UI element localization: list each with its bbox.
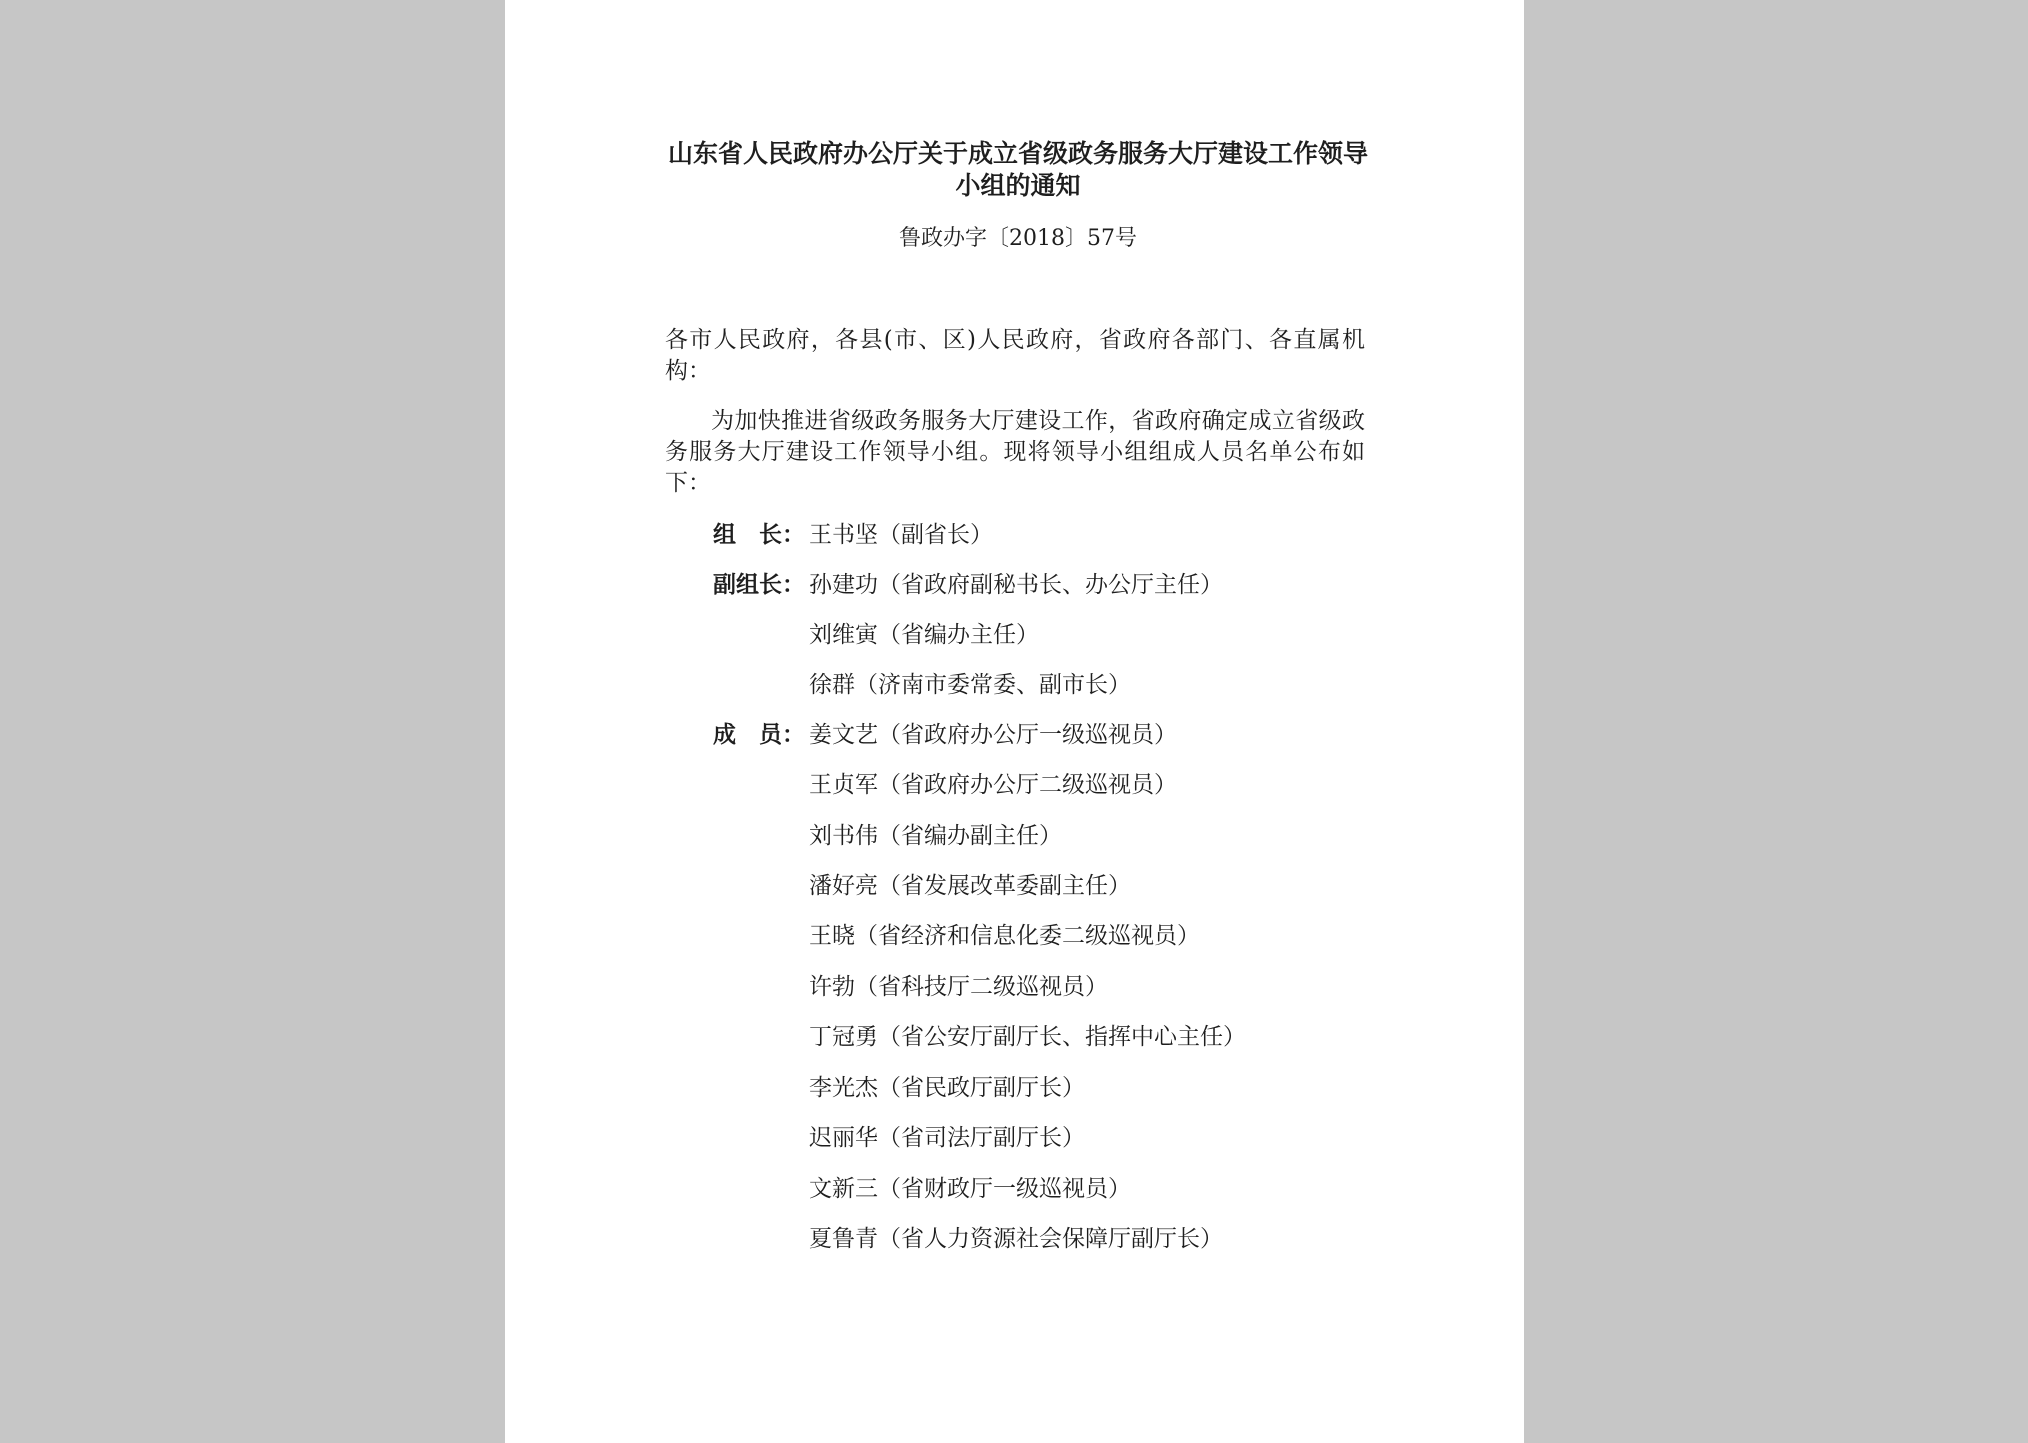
addressee: 各市人民政府，各县(市、区)人民政府，省政府各部门、各直属机构：: [665, 327, 1365, 384]
member-name: 文新三（省财政厅一级巡视员）: [809, 1176, 1131, 1202]
document-page: [505, 0, 1524, 1443]
member-name: 王贞军（省政府办公厅二级巡视员）: [809, 772, 1177, 798]
member-name: 许勃（省科技厅二级巡视员）: [809, 974, 1108, 1000]
member-name: 潘好亮（省发展改革委副主任）: [809, 873, 1131, 899]
member-name: 丁冠勇（省公安厅副厅长、指挥中心主任）: [809, 1024, 1246, 1050]
member-name: 王晓（省经济和信息化委二级巡视员）: [809, 923, 1200, 949]
member-name: 迟丽华（省司法厅副厅长）: [809, 1125, 1085, 1151]
member-name: 徐群（济南市委常委、副市长）: [809, 672, 1131, 698]
intro-paragraph: 为加快推进省级政务服务大厅建设工作，省政府确定成立省级政务服务大厅建设工作领导小组。现将领导小组组成人员名单公布如下：: [665, 408, 1365, 496]
member-name: 夏鲁青（省人力资源社会保障厅副厅长）: [809, 1226, 1223, 1252]
member-name: 王书坚（副省长）: [809, 522, 993, 548]
document-number: 鲁政办字〔2018〕57号: [899, 226, 1137, 251]
member-name: 刘维寅（省编办主任）: [809, 622, 1039, 648]
member-role: 副组长：: [713, 571, 805, 598]
member-name: 李光杰（省民政厅副厅长）: [809, 1075, 1085, 1101]
member-name: 孙建功（省政府副秘书长、办公厅主任）: [809, 572, 1223, 598]
document-title: 山东省人民政府办公厅关于成立省级政务服务大厅建设工作领导小组的通知: [667, 139, 1368, 200]
member-role: 成 员：: [713, 721, 805, 748]
member-name: 刘书伟（省编办副主任）: [809, 823, 1062, 849]
member-name: 姜文艺（省政府办公厅一级巡视员）: [809, 722, 1177, 748]
member-role: 组 长：: [713, 521, 805, 548]
